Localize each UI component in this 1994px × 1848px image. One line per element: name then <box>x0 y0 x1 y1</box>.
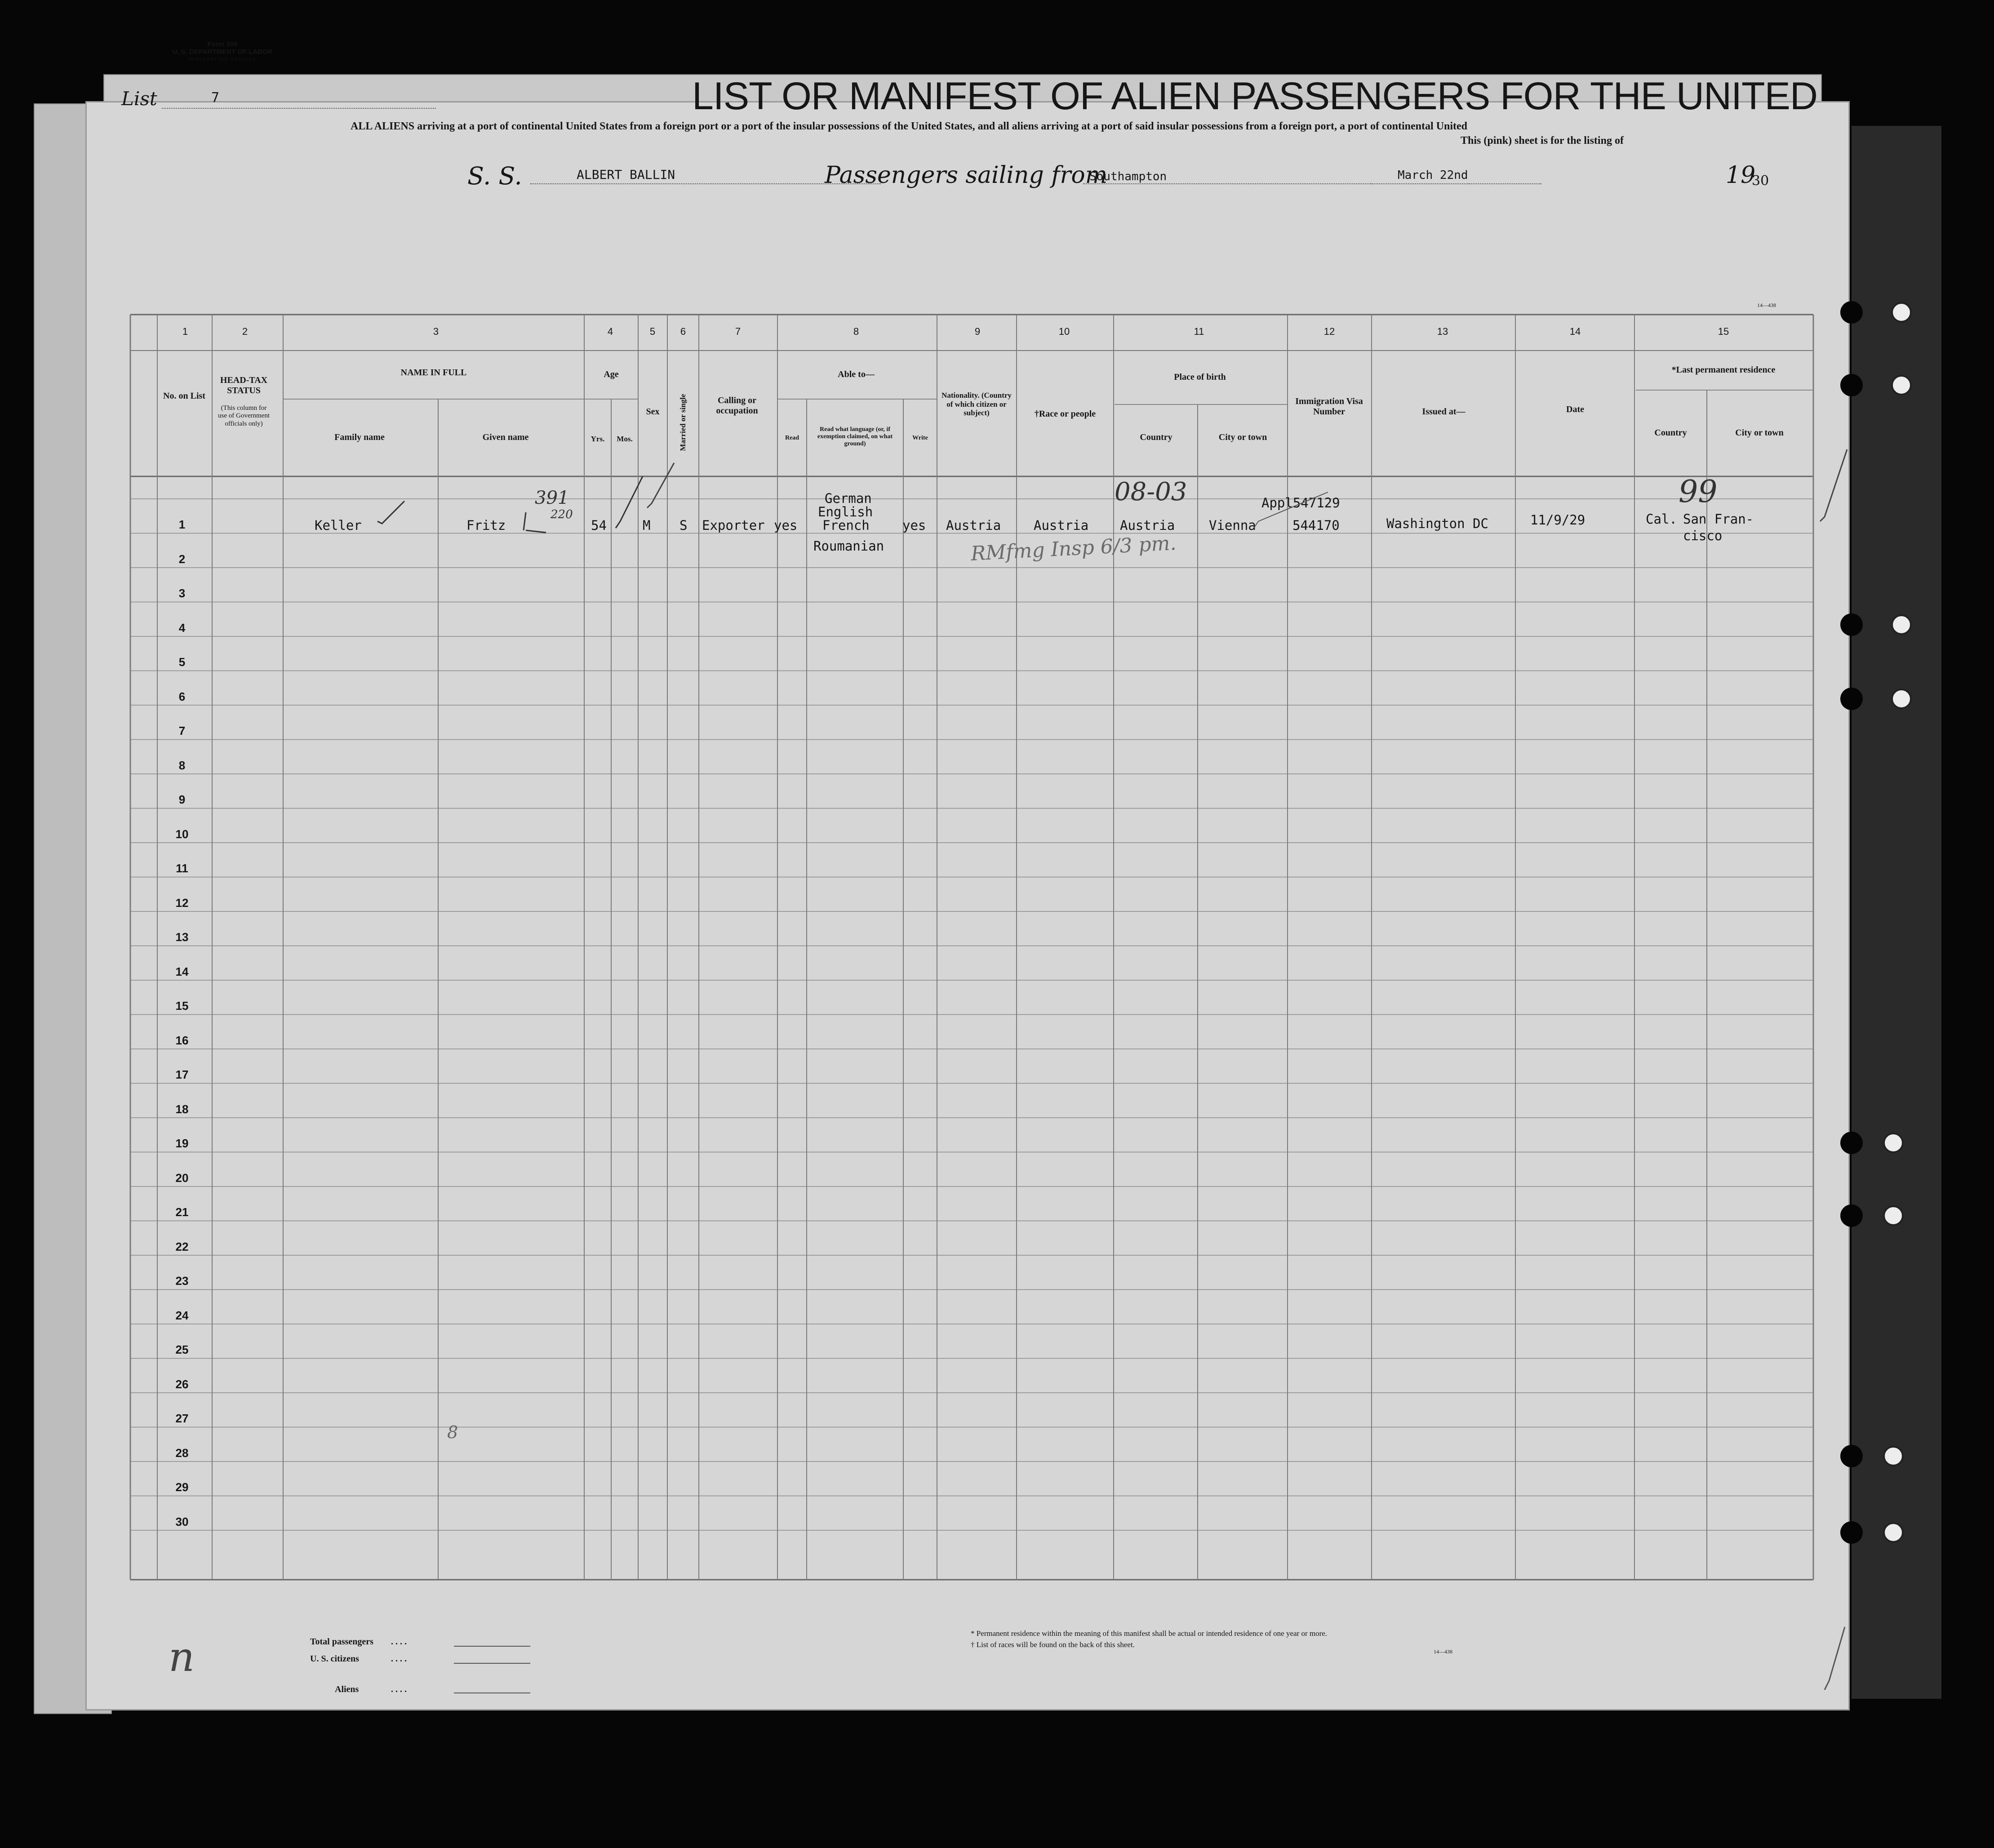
list-number: 7 <box>211 90 220 106</box>
passenger-marital: S <box>679 518 688 533</box>
check-mark-footer <box>1825 1627 1845 1690</box>
punch-hole <box>1840 1445 1863 1467</box>
punch-hole <box>1891 375 1912 395</box>
row-number: 4 <box>178 621 186 635</box>
row-number: 27 <box>175 1412 189 1425</box>
punch-hole <box>1840 1132 1863 1154</box>
service-name: IMMIGRATION SERVICE <box>188 57 257 62</box>
subtitle-instructions: ALL ALIENS arriving at a port of continental United States from a foreign port or a port of the insular possessions of the United States, and all aliens arriving at a port of said insular possessions from a foreign port, a port of continental United <box>351 120 1467 132</box>
punch-hole <box>1883 1133 1904 1153</box>
header-name-in-full: NAME IN FULL <box>400 368 467 378</box>
passenger-visa-line2: 544170 <box>1292 518 1340 533</box>
passenger-nationality: Austria <box>946 518 1001 533</box>
footer-citizens-line <box>454 1663 530 1664</box>
check-mark-residence <box>1820 449 1847 521</box>
header-no-on-list: No. on List <box>163 391 205 401</box>
passenger-birth-country: Austria <box>1120 518 1175 533</box>
row-number: 25 <box>175 1343 189 1356</box>
column-number: 14 <box>1569 326 1581 337</box>
passenger-res-city-2: cisco <box>1683 528 1723 543</box>
footer-dots-1: . . . . <box>391 1637 407 1647</box>
row-number: 11 <box>176 862 188 875</box>
punch-hole <box>1840 1204 1863 1227</box>
column-number: 10 <box>1058 326 1070 337</box>
column-number: 5 <box>649 326 656 337</box>
handwritten-birth-code: 08-03 <box>1115 477 1187 506</box>
row-number: 8 <box>178 758 186 772</box>
passenger-language-4: Roumanian <box>813 538 884 554</box>
footer-dots-3: . . . . <box>391 1684 407 1694</box>
header-married-single: Married or single <box>679 394 687 451</box>
header-issued-at: Issued at— <box>1422 407 1466 417</box>
row-number: 7 <box>178 724 186 737</box>
row-number: 1 <box>178 518 186 531</box>
handwritten-residence-code: 99 <box>1679 474 1718 510</box>
passenger-language-3: French <box>822 518 870 533</box>
passenger-visa-line1: Appl547129 <box>1261 495 1340 511</box>
list-label: List <box>121 88 157 110</box>
footer-note-races: † List of races will be found on the back of this sheet. <box>971 1640 1135 1649</box>
row-number: 9 <box>178 793 186 806</box>
row-number: 30 <box>175 1515 189 1528</box>
check-mark-age <box>616 476 643 528</box>
page-title: LIST OR MANIFEST OF ALIEN PASSENGERS FOR THE UNITED <box>692 75 1818 118</box>
row-number: 14 <box>175 964 189 978</box>
punch-hole <box>1883 1446 1904 1466</box>
department-name: U. S. DEPARTMENT OF LABOR <box>172 48 273 56</box>
column-number: 6 <box>680 326 686 337</box>
row-number: 28 <box>175 1446 189 1460</box>
column-number: 15 <box>1718 326 1729 337</box>
passenger-family-name: Keller <box>315 518 362 533</box>
row-number: 10 <box>175 827 189 841</box>
ss-label: S. S. <box>467 162 522 190</box>
footer-aliens: Aliens <box>335 1684 359 1694</box>
subtitle-pink-sheet: This (pink) sheet is for the listing of <box>1461 135 1624 147</box>
row-number: 2 <box>178 552 186 566</box>
passenger-read: yes <box>774 518 798 533</box>
header-able-to: Able to— <box>838 369 875 379</box>
row-number: 6 <box>178 689 186 703</box>
column-number: 3 <box>433 326 439 337</box>
row-number: 26 <box>175 1377 189 1391</box>
header-head-tax-note: (This column for use of Government officials only) <box>218 404 270 427</box>
header-place-of-birth: Place of birth <box>1174 372 1226 382</box>
header-race: †Race or people <box>1034 409 1096 419</box>
handwritten-given-code: 391 <box>535 488 569 508</box>
passenger-given-name: Fritz <box>466 518 506 533</box>
punch-hole <box>1891 302 1912 323</box>
row-number: 19 <box>175 1137 189 1150</box>
footer-us-citizens: U. S. citizens <box>310 1654 359 1664</box>
year-suffix: 30 <box>1752 173 1769 189</box>
header-nationality: Nationality. (Country of which citizen or subject) <box>941 391 1012 418</box>
column-number: 13 <box>1437 326 1448 337</box>
check-mark-family <box>377 501 404 524</box>
passenger-visa-date: 11/9/29 <box>1530 512 1585 528</box>
row-number: 20 <box>175 1171 189 1185</box>
header-age-mos: Mos. <box>617 435 633 443</box>
header-read-language: Read what language (or, if exemption claimed, on what ground) <box>817 426 893 448</box>
row-number: 5 <box>178 655 186 669</box>
row-number: 16 <box>175 1033 189 1047</box>
header-family-name: Family name <box>334 432 385 442</box>
row-number: 24 <box>175 1308 189 1322</box>
header-write: Write <box>912 435 928 441</box>
passenger-language-1: German <box>825 491 872 506</box>
sailing-from-label: Passengers sailing from <box>825 162 1108 189</box>
passenger-res-city-1: San Fran- <box>1683 511 1754 527</box>
passenger-sex: M <box>643 518 651 533</box>
column-number: 1 <box>182 326 188 337</box>
row-number: 21 <box>175 1205 189 1219</box>
row-number: 29 <box>175 1480 189 1494</box>
header-sex: Sex <box>646 407 660 417</box>
header-form-code: 14—438 <box>1757 302 1776 308</box>
header-res-city: City or town <box>1735 428 1784 438</box>
header-head-tax: HEAD-TAX STATUS <box>220 375 268 395</box>
column-number: 12 <box>1323 326 1335 337</box>
passenger-age-yrs: 54 <box>591 518 607 533</box>
footer-dots-2: . . . . <box>391 1654 407 1664</box>
header-calling: Calling or occupation <box>716 395 758 416</box>
ship-name: ALBERT BALLIN <box>577 167 675 182</box>
handwritten-given-code-2: 220 <box>551 508 573 521</box>
header-birth-country: Country <box>1140 432 1172 442</box>
punch-hole <box>1840 1521 1863 1544</box>
row-number: 22 <box>175 1239 189 1253</box>
passenger-language-2: English <box>818 504 873 520</box>
footer-total-line <box>454 1646 530 1647</box>
check-mark-sex <box>647 463 674 508</box>
footer-total-passengers: Total passengers <box>310 1637 373 1647</box>
header-read: Read <box>785 435 799 441</box>
header-age: Age <box>604 369 619 379</box>
header-date: Date <box>1566 404 1584 414</box>
row-number: 12 <box>175 896 189 910</box>
header-given-name: Given name <box>482 432 529 442</box>
punch-hole <box>1883 1522 1904 1543</box>
passenger-res-country: Cal. <box>1646 511 1677 527</box>
column-number: 7 <box>735 326 741 337</box>
header-age-yrs: Yrs. <box>591 435 605 443</box>
row-number: 23 <box>175 1274 189 1288</box>
departure-port: Southampton <box>1089 170 1167 183</box>
column-number: 8 <box>853 326 859 337</box>
row-number: 18 <box>175 1102 189 1116</box>
punch-hole <box>1891 614 1912 635</box>
sailing-date: March 22nd <box>1398 169 1468 182</box>
column-number: 4 <box>607 326 613 337</box>
footer-note-residence: * Permanent residence within the meaning of this manifest shall be actual or intended residence of one year or more. <box>971 1629 1328 1638</box>
punch-hole <box>1840 374 1863 396</box>
footer-form-code: 14—438 <box>1434 1648 1452 1655</box>
header-res-country: Country <box>1654 428 1687 438</box>
handwritten-row27-mark: 8 <box>447 1422 458 1442</box>
row-number: 13 <box>175 930 189 944</box>
punch-hole <box>1883 1205 1904 1226</box>
header-birth-city: City or town <box>1218 432 1267 442</box>
column-number: 9 <box>974 326 981 337</box>
header-last-residence: *Last permanent residence <box>1671 365 1776 375</box>
punch-hole <box>1891 689 1912 709</box>
column-number: 11 <box>1194 326 1204 337</box>
header-visa-number: Immigration Visa Number <box>1295 396 1363 417</box>
punch-hole <box>1840 688 1863 710</box>
visa-tick <box>1254 492 1328 528</box>
punch-hole <box>1840 613 1863 636</box>
passenger-write: yes <box>902 518 926 533</box>
row-number: 15 <box>175 999 189 1013</box>
check-mark-given <box>524 512 546 533</box>
row-number: 17 <box>175 1068 189 1081</box>
passenger-issued-at: Washington DC <box>1386 516 1488 531</box>
passenger-race: Austria <box>1034 518 1089 533</box>
column-number: 2 <box>242 326 248 337</box>
form-number: Form 500 <box>207 40 238 48</box>
year-prefix: 19 <box>1726 162 1756 189</box>
passenger-birth-city: Vienna <box>1209 518 1256 533</box>
passenger-occupation: Exporter <box>702 518 765 533</box>
handwritten-inspector-note: RMfmg Insp 6/3 pm. <box>970 532 1177 565</box>
punch-hole <box>1840 301 1863 324</box>
handwritten-footer-mark: n <box>169 1634 195 1681</box>
row-number: 3 <box>178 586 186 600</box>
